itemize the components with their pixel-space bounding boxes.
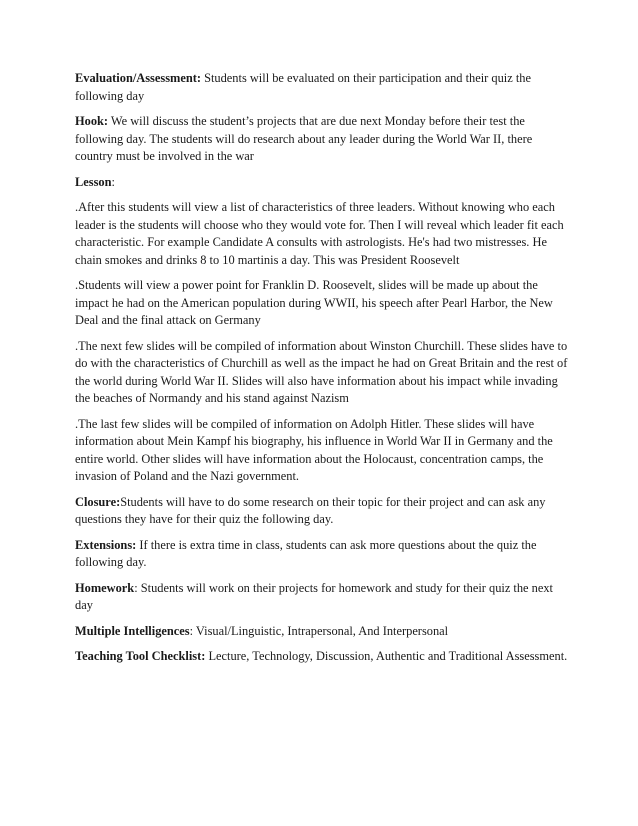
lesson-label: Lesson <box>75 174 112 189</box>
teaching-tool-text: Lecture, Technology, Discussion, Authentic and Traditional Assessment. <box>205 649 568 663</box>
multiple-intelligences-text: : Visual/Linguistic, Intrapersonal, And Interpersonal <box>189 623 449 638</box>
lesson-step-roosevelt <box>75 277 570 330</box>
lesson-paragraph <box>75 174 570 192</box>
closure-paragraph <box>75 494 570 529</box>
closure-text: Students will have to do some research on their topic for their project and can ask any questions they have for their quiz the following day. <box>75 494 546 526</box>
lesson-plan-page <box>75 70 570 674</box>
lesson-step-text: .The next few slides will be compiled of information about Winston Churchill. These slides have to do with the characteristics of Churchill as well as the impact he had on Great Britain and the rest of the world during World War II. Slides will also have information about his impact while invading the beaches of Normandy and his stand against Nazism <box>75 338 568 405</box>
lesson-colon: : <box>111 174 115 189</box>
teaching-tool-label: Teaching Tool Checklist: <box>75 649 206 663</box>
lesson-step-characteristics <box>75 199 570 269</box>
lesson-step-text: .After this students will view a list of characteristics of three leaders. Without knowing who each leader is the students will choose who they would vote for. Then I will reveal which leader fit each characteristic. For example Candidate A consults with astrologists. He's had two mistresses. He chain smokes and drinks 8 to 10 martinis a day. This was President Roosevelt <box>75 200 564 267</box>
hook-text: We will discuss the student’s projects that are due next Monday before their test the following day. The students will do research about any leader during the World War II, there country must be involved in the war <box>75 114 533 163</box>
evaluation-paragraph <box>75 70 570 105</box>
multiple-intelligences-label: Multiple Intelligences <box>75 623 190 638</box>
lesson-step-churchill <box>75 338 570 408</box>
extensions-label: Extensions: <box>75 537 137 552</box>
extensions-paragraph <box>75 537 570 572</box>
homework-paragraph <box>75 580 570 615</box>
homework-text: : Students will work on their projects for homework and study for their quiz the next day <box>75 580 553 612</box>
multiple-intelligences-paragraph <box>75 623 570 641</box>
lesson-step-text: .The last few slides will be compiled of information on Adolph Hitler. These slides will have information about Mein Kampf his biography, his influence in World War II in Germany and the entire world. Other slides will have information about the Holocaust, concentration camps, the invasion of Poland and the Nazi government. <box>75 416 553 483</box>
teaching-tool-paragraph <box>75 648 570 666</box>
lesson-step-text: .Students will view a power point for Franklin D. Roosevelt, slides will be made up about the impact he had on the American population during WWII, his speech after Pearl Harbor, the New Deal and the final attack on Germany <box>75 278 553 327</box>
lesson-step-hitler <box>75 416 570 486</box>
closure-label: Closure: <box>75 494 121 509</box>
evaluation-label: Evaluation/Assessment: <box>75 71 201 85</box>
extensions-text: If there is extra time in class, students can ask more questions about the quiz the following day. <box>75 537 537 569</box>
hook-paragraph <box>75 113 570 166</box>
hook-label: Hook: <box>75 114 109 128</box>
homework-label: Homework <box>75 580 135 595</box>
evaluation-text: Students will be evaluated on their participation and their quiz the following day <box>75 71 531 103</box>
